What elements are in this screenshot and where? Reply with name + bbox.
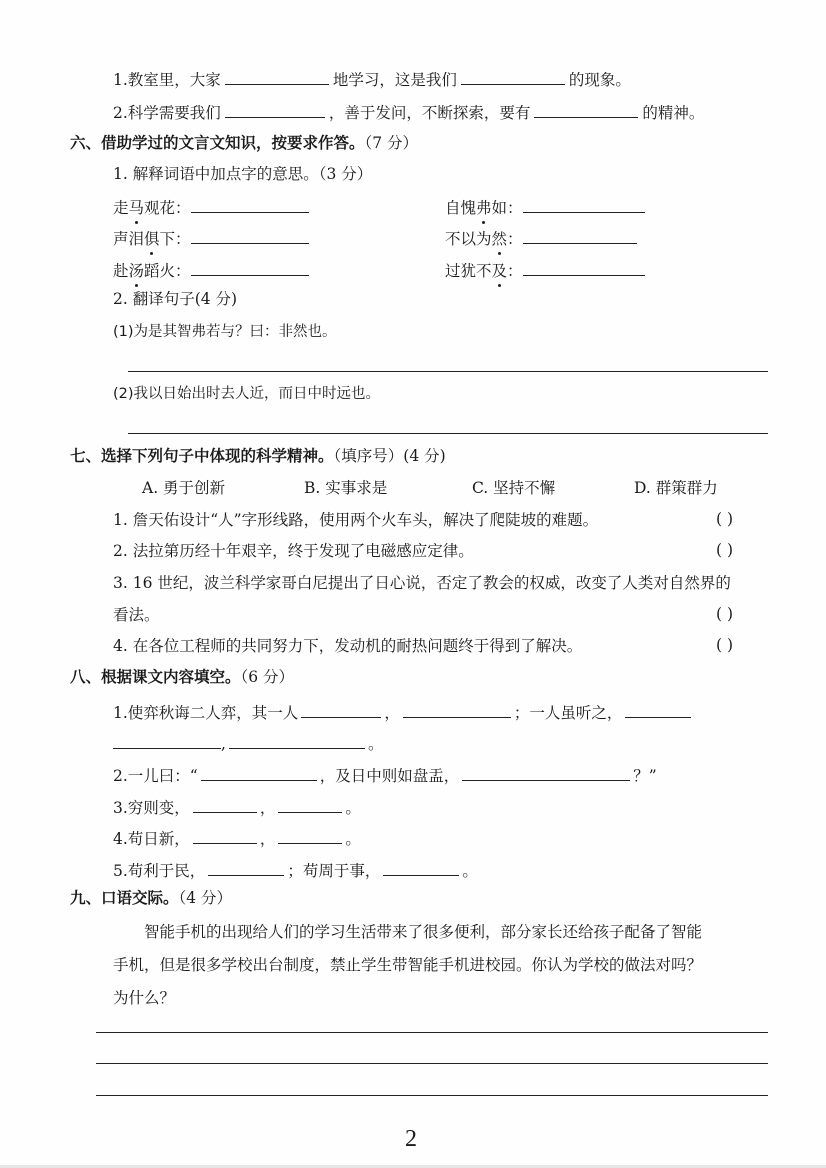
answer-blank[interactable] (461, 68, 565, 85)
fill-item-2: 2.科学需要我们 ，善于发问，不断探索，要有 的精神。 (113, 101, 704, 123)
dotted-char: 然 (491, 230, 508, 248)
translate-sentence-2: (2)我以日始出时去人近，而日中时远也。 (113, 386, 381, 402)
recite-item-4: 4.苟日新， ， 。 (113, 827, 361, 849)
answer-blank[interactable] (193, 796, 257, 813)
dotted-char: 俱 (144, 230, 160, 248)
choice-item-1: 1. 詹天佑设计“人”字形线路，使用两个火车头，解决了爬陡坡的难题。 (113, 511, 599, 529)
choice-item-4: 4. 在各位工程师的共同努力下，发动机的耐热问题终于得到了解决。 (113, 637, 583, 655)
answer-blank[interactable] (523, 196, 645, 213)
answer-line[interactable] (128, 433, 768, 434)
recite-item-2: 2.一儿曰：“ ，及日中则如盘盂， ？” (113, 764, 657, 786)
idiom-item: 不以为然： (445, 227, 637, 249)
answer-blank[interactable] (229, 732, 365, 749)
paragraph-line: 为什么？ (113, 989, 176, 1007)
choice-item-3-cont: 看法。 (113, 606, 160, 624)
answer-blank[interactable] (523, 227, 637, 244)
choice-item-2: 2. 法拉第历经十年艰辛，终于发现了电磁感应定律。 (113, 542, 474, 560)
paragraph-line: 智能手机的出现给人们的学习生活带来了很多便利，部分家长还给孩子配备了智能 (144, 923, 703, 941)
answer-line[interactable] (128, 371, 768, 372)
option-d: D. 群策群力 (634, 479, 718, 497)
choice-item-3: 3. 16 世纪，波兰科学家哥白尼提出了日心说，否定了教会的权威，改变了人类对自然界的 (113, 574, 731, 592)
recite-item-1-cont: , 。 (113, 732, 383, 754)
answer-paren[interactable]: ( ) (716, 636, 734, 654)
answer-blank[interactable] (193, 827, 257, 844)
idiom-item: 声泪俱下： (113, 227, 309, 249)
recite-item-1: 1.使弈秋诲二人弈，其一人 ， ；一人虽听之， (113, 701, 691, 723)
answer-blank[interactable] (523, 259, 645, 276)
idiom-item: 自愧弗如： (445, 196, 645, 218)
recite-item-3: 3.穷则变， ， 。 (113, 796, 361, 818)
section-8-heading: 八、根据课文内容填空。（6 分） (70, 668, 295, 686)
answer-line[interactable] (96, 1063, 768, 1064)
option-b: B. 实事求是 (304, 479, 388, 497)
recite-item-5: 5.苟利于民， ；苟周于事， 。 (113, 859, 478, 881)
idiom-item: 过犹不及： (445, 259, 645, 281)
dotted-char: 汤 (128, 262, 145, 280)
answer-blank[interactable] (278, 796, 342, 813)
paragraph-line: 手机，但是很多学校出台制度，禁止学生带智能手机进校园。你认为学校的做法对吗？ (113, 956, 703, 974)
answer-blank[interactable] (113, 732, 221, 749)
section-6-q2-label: 2. 翻译句子(4 分) (113, 290, 238, 308)
answer-line[interactable] (96, 1032, 768, 1033)
answer-blank[interactable] (225, 101, 325, 118)
answer-blank[interactable] (403, 701, 511, 718)
dotted-char: 弗 (476, 199, 492, 217)
option-c: C. 坚持不懈 (472, 479, 556, 497)
translate-sentence-1: (1)为是其智弗若与？曰：非然也。 (113, 324, 337, 340)
answer-paren[interactable]: ( ) (716, 510, 734, 528)
answer-blank[interactable] (534, 101, 638, 118)
idiom-item: 走马观花： (113, 196, 309, 218)
answer-blank[interactable] (301, 701, 381, 718)
dotted-char: 马 (128, 199, 145, 217)
answer-blank[interactable] (191, 259, 309, 276)
option-a: A. 勇于创新 (142, 479, 226, 497)
answer-blank[interactable] (191, 196, 309, 213)
section-6-q1-label: 1. 解释词语中加点字的意思。（3 分） (113, 165, 373, 183)
page-number: 2 (405, 1126, 417, 1152)
answer-blank[interactable] (201, 764, 317, 781)
answer-blank[interactable] (191, 227, 309, 244)
answer-blank[interactable] (278, 827, 342, 844)
answer-blank[interactable] (462, 764, 630, 781)
answer-paren[interactable]: ( ) (716, 605, 734, 623)
answer-blank[interactable] (208, 859, 284, 876)
fill-item-1: 1.教室里，大家 地学习，这是我们 的现象。 (113, 68, 631, 90)
section-7-heading: 七、选择下列句子中体现的科学精神。（填序号）(4 分) (70, 447, 446, 465)
answer-line[interactable] (96, 1095, 768, 1096)
answer-paren[interactable]: ( ) (716, 541, 734, 559)
section-9-heading: 九、口语交际。（4 分） (70, 889, 233, 907)
answer-blank[interactable] (383, 859, 459, 876)
answer-blank[interactable] (625, 701, 691, 718)
answer-blank[interactable] (225, 68, 329, 85)
section-6-heading: 六、借助学过的文言文知识，按要求作答。（7 分） (70, 134, 419, 152)
dotted-char: 及 (491, 262, 508, 280)
idiom-item: 赴汤蹈火： (113, 259, 309, 281)
